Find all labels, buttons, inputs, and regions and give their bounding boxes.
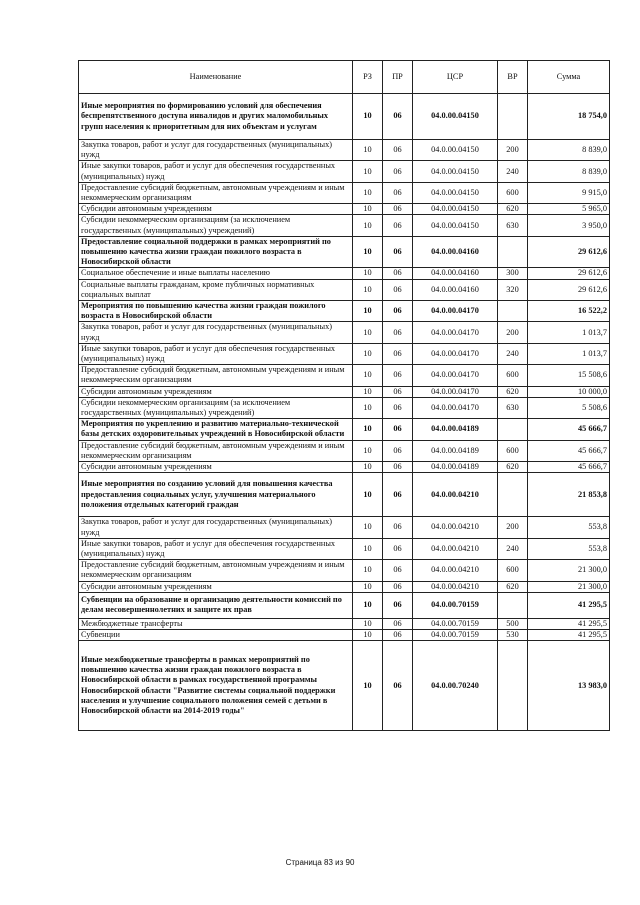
- cell-vr: 500: [498, 618, 528, 629]
- cell-name: Иные закупки товаров, работ и услуг для обеспечения государственных (муниципальных) нужд: [79, 161, 353, 182]
- cell-rz: 10: [353, 462, 383, 473]
- cell-csr: 04.0.00.04210: [413, 581, 498, 592]
- cell-sum: 41 295,5: [528, 592, 610, 618]
- cell-pr: 06: [383, 419, 413, 440]
- cell-vr: 620: [498, 462, 528, 473]
- cell-name: Закупка товаров, работ и услуг для государственных (муниципальных) нужд: [79, 140, 353, 161]
- cell-rz: 10: [353, 386, 383, 397]
- header-pr: ПР: [383, 61, 413, 94]
- cell-rz: 10: [353, 440, 383, 461]
- cell-pr: 06: [383, 386, 413, 397]
- cell-sum: 13 983,0: [528, 641, 610, 731]
- cell-sum: 21 300,0: [528, 581, 610, 592]
- cell-name: Субсидии автономным учреждениям: [79, 581, 353, 592]
- cell-vr: 600: [498, 560, 528, 581]
- cell-sum: 45 666,7: [528, 419, 610, 440]
- cell-sum: 5 508,6: [528, 397, 610, 418]
- cell-vr: 620: [498, 581, 528, 592]
- header-vr: ВР: [498, 61, 528, 94]
- cell-sum: 10 000,0: [528, 386, 610, 397]
- cell-pr: 06: [383, 268, 413, 279]
- cell-name: Социальные выплаты гражданам, кроме публичных нормативных социальных выплат: [79, 279, 353, 300]
- cell-pr: 06: [383, 618, 413, 629]
- cell-vr: 620: [498, 204, 528, 215]
- cell-rz: 10: [353, 140, 383, 161]
- table-row: [79, 182, 610, 203]
- header-csr: ЦСР: [413, 61, 498, 94]
- cell-vr: 600: [498, 440, 528, 461]
- table-row: [79, 462, 610, 473]
- cell-rz: 10: [353, 419, 383, 440]
- cell-vr: [498, 236, 528, 268]
- cell-vr: 630: [498, 397, 528, 418]
- cell-csr: 04.0.00.70159: [413, 618, 498, 629]
- cell-csr: 04.0.00.70159: [413, 629, 498, 640]
- table-section-row: [79, 236, 610, 268]
- cell-name: Иные мероприятия по созданию условий для повышения качества предоставления социальных услуг, улучшения материального положения отдельных категорий граждан: [79, 473, 353, 517]
- cell-rz: 10: [353, 365, 383, 386]
- budget-table: [78, 60, 610, 731]
- cell-name: Иные межбюджетные трансферты в рамках мероприятий по повышению качества жизни граждан пожилого возраста в Новосибирской области в рамках государственной программы Новосибирской области "Развитие системы социальной поддержки населения и улучшение социального положения семей с детьми в Новосибирской области на 2014-2019 годы": [79, 641, 353, 731]
- cell-csr: 04.0.00.04160: [413, 236, 498, 268]
- cell-name: Иные мероприятия по формированию условий для обеспечения беспрепятственного доступа инвалидов и других маломобильных групп населения к приоритетным для них объектам и услугам: [79, 94, 353, 140]
- cell-sum: 41 295,5: [528, 618, 610, 629]
- cell-vr: 240: [498, 343, 528, 364]
- cell-pr: 06: [383, 161, 413, 182]
- cell-pr: 06: [383, 538, 413, 559]
- cell-sum: 16 522,2: [528, 301, 610, 322]
- cell-rz: 10: [353, 279, 383, 300]
- cell-name: Субвенции на образование и организацию деятельности комиссий по делам несовершеннолетних и защите их прав: [79, 592, 353, 618]
- cell-csr: 04.0.00.04170: [413, 322, 498, 343]
- cell-vr: 630: [498, 215, 528, 236]
- cell-csr: 04.0.00.04150: [413, 94, 498, 140]
- cell-sum: 1 013,7: [528, 343, 610, 364]
- cell-csr: 04.0.00.04189: [413, 440, 498, 461]
- cell-csr: 04.0.00.04210: [413, 473, 498, 517]
- cell-pr: 06: [383, 94, 413, 140]
- cell-pr: 06: [383, 462, 413, 473]
- cell-pr: 06: [383, 279, 413, 300]
- cell-sum: 553,8: [528, 517, 610, 538]
- cell-name: Предоставление субсидий бюджетным, автономным учреждениям и иным некоммерческим организациям: [79, 440, 353, 461]
- cell-vr: 300: [498, 268, 528, 279]
- cell-csr: 04.0.00.04170: [413, 301, 498, 322]
- cell-vr: [498, 301, 528, 322]
- cell-name: Социальное обеспечение и иные выплаты населению: [79, 268, 353, 279]
- cell-sum: 29 612,6: [528, 279, 610, 300]
- table-section-row: [79, 94, 610, 140]
- cell-pr: 06: [383, 301, 413, 322]
- cell-pr: 06: [383, 517, 413, 538]
- cell-sum: 553,8: [528, 538, 610, 559]
- cell-rz: 10: [353, 268, 383, 279]
- cell-vr: [498, 641, 528, 731]
- table-row: [79, 560, 610, 581]
- cell-name: Субсидии некоммерческим организациям (за исключением государственных (муниципальных) учреждений): [79, 215, 353, 236]
- cell-vr: 200: [498, 322, 528, 343]
- cell-csr: 04.0.00.04160: [413, 279, 498, 300]
- cell-pr: 06: [383, 473, 413, 517]
- cell-pr: 06: [383, 140, 413, 161]
- table-row: [79, 279, 610, 300]
- header-sum: Сумма: [528, 61, 610, 94]
- page-number: Страница 83 из 90: [285, 858, 355, 867]
- cell-sum: 15 508,6: [528, 365, 610, 386]
- table-row: [79, 397, 610, 418]
- table-row: [79, 215, 610, 236]
- cell-vr: [498, 473, 528, 517]
- cell-sum: 45 666,7: [528, 462, 610, 473]
- cell-rz: 10: [353, 517, 383, 538]
- table-body: [79, 94, 610, 731]
- table-row: [79, 629, 610, 640]
- cell-pr: 06: [383, 215, 413, 236]
- cell-vr: 240: [498, 161, 528, 182]
- table-row: [79, 343, 610, 364]
- cell-sum: 41 295,5: [528, 629, 610, 640]
- cell-vr: 320: [498, 279, 528, 300]
- table-row: [79, 538, 610, 559]
- cell-vr: 620: [498, 386, 528, 397]
- table-row: [79, 517, 610, 538]
- cell-rz: 10: [353, 182, 383, 203]
- cell-csr: 04.0.00.04210: [413, 517, 498, 538]
- cell-pr: 06: [383, 365, 413, 386]
- cell-rz: 10: [353, 618, 383, 629]
- cell-csr: 04.0.00.04210: [413, 560, 498, 581]
- cell-rz: 10: [353, 236, 383, 268]
- cell-rz: 10: [353, 204, 383, 215]
- cell-csr: 04.0.00.04150: [413, 215, 498, 236]
- cell-name: Субвенции: [79, 629, 353, 640]
- cell-rz: 10: [353, 343, 383, 364]
- cell-vr: 600: [498, 365, 528, 386]
- cell-csr: 04.0.00.04210: [413, 538, 498, 559]
- table-row: [79, 140, 610, 161]
- cell-pr: 06: [383, 560, 413, 581]
- cell-csr: 04.0.00.04170: [413, 386, 498, 397]
- cell-vr: 240: [498, 538, 528, 559]
- table-row: [79, 440, 610, 461]
- cell-csr: 04.0.00.70159: [413, 592, 498, 618]
- cell-name: Предоставление социальной поддержки в рамках мероприятий по повышению качества жизни граждан пожилого возраста в Новосибирской области: [79, 236, 353, 268]
- cell-vr: [498, 592, 528, 618]
- cell-name: Субсидии некоммерческим организациям (за исключением государственных (муниципальных) учреждений): [79, 397, 353, 418]
- cell-csr: 04.0.00.04189: [413, 419, 498, 440]
- cell-sum: 29 612,6: [528, 236, 610, 268]
- cell-pr: 06: [383, 322, 413, 343]
- cell-name: Мероприятия по повышению качества жизни граждан пожилого возраста в Новосибирской области: [79, 301, 353, 322]
- cell-csr: 04.0.00.70240: [413, 641, 498, 731]
- cell-csr: 04.0.00.04150: [413, 161, 498, 182]
- cell-name: Закупка товаров, работ и услуг для государственных (муниципальных) нужд: [79, 322, 353, 343]
- cell-name: Предоставление субсидий бюджетным, автономным учреждениям и иным некоммерческим организациям: [79, 560, 353, 581]
- cell-sum: 21 853,8: [528, 473, 610, 517]
- cell-rz: 10: [353, 322, 383, 343]
- cell-sum: 5 965,0: [528, 204, 610, 215]
- cell-csr: 04.0.00.04170: [413, 397, 498, 418]
- cell-name: Субсидии автономным учреждениям: [79, 462, 353, 473]
- cell-sum: 18 754,0: [528, 94, 610, 140]
- cell-pr: 06: [383, 397, 413, 418]
- cell-name: Предоставление субсидий бюджетным, автономным учреждениям и иным некоммерческим организациям: [79, 365, 353, 386]
- cell-sum: 45 666,7: [528, 440, 610, 461]
- cell-name: Субсидии автономным учреждениям: [79, 386, 353, 397]
- cell-rz: 10: [353, 592, 383, 618]
- cell-pr: 06: [383, 641, 413, 731]
- table-row: [79, 322, 610, 343]
- cell-name: Субсидии автономным учреждениям: [79, 204, 353, 215]
- cell-csr: 04.0.00.04160: [413, 268, 498, 279]
- cell-name: Межбюджетные трансферты: [79, 618, 353, 629]
- table-section-row: [79, 301, 610, 322]
- cell-pr: 06: [383, 592, 413, 618]
- cell-sum: 8 839,0: [528, 161, 610, 182]
- cell-rz: 10: [353, 641, 383, 731]
- cell-sum: 8 839,0: [528, 140, 610, 161]
- cell-vr: [498, 419, 528, 440]
- table-section-row: [79, 592, 610, 618]
- cell-name: Мероприятия по укреплению и развитию материально-технической базы детских оздоровительных учреждений в Новосибирской области: [79, 419, 353, 440]
- cell-vr: 600: [498, 182, 528, 203]
- cell-csr: 04.0.00.04150: [413, 182, 498, 203]
- cell-pr: 06: [383, 204, 413, 215]
- cell-sum: 9 915,0: [528, 182, 610, 203]
- cell-name: Иные закупки товаров, работ и услуг для обеспечения государственных (муниципальных) нужд: [79, 538, 353, 559]
- cell-rz: 10: [353, 473, 383, 517]
- table-row: [79, 204, 610, 215]
- cell-rz: 10: [353, 301, 383, 322]
- table-section-row: [79, 419, 610, 440]
- cell-rz: 10: [353, 629, 383, 640]
- table-row: [79, 365, 610, 386]
- header-name: Наименование: [79, 61, 353, 94]
- cell-name: Предоставление субсидий бюджетным, автономным учреждениям и иным некоммерческим организациям: [79, 182, 353, 203]
- cell-pr: 06: [383, 343, 413, 364]
- cell-vr: 530: [498, 629, 528, 640]
- cell-sum: 21 300,0: [528, 560, 610, 581]
- cell-rz: 10: [353, 581, 383, 592]
- cell-rz: 10: [353, 397, 383, 418]
- table-row: [79, 268, 610, 279]
- cell-csr: 04.0.00.04189: [413, 462, 498, 473]
- table-row: [79, 618, 610, 629]
- cell-pr: 06: [383, 581, 413, 592]
- cell-vr: [498, 94, 528, 140]
- cell-csr: 04.0.00.04150: [413, 204, 498, 215]
- cell-csr: 04.0.00.04170: [413, 343, 498, 364]
- table-row: [79, 581, 610, 592]
- cell-pr: 06: [383, 236, 413, 268]
- cell-vr: 200: [498, 140, 528, 161]
- cell-name: Закупка товаров, работ и услуг для государственных (муниципальных) нужд: [79, 517, 353, 538]
- cell-rz: 10: [353, 538, 383, 559]
- cell-rz: 10: [353, 215, 383, 236]
- cell-vr: 200: [498, 517, 528, 538]
- table-section-row: [79, 473, 610, 517]
- table-section-row: [79, 641, 610, 731]
- cell-rz: 10: [353, 560, 383, 581]
- table-header-row: [79, 61, 610, 94]
- cell-pr: 06: [383, 182, 413, 203]
- cell-csr: 04.0.00.04170: [413, 365, 498, 386]
- cell-rz: 10: [353, 94, 383, 140]
- cell-sum: 1 013,7: [528, 322, 610, 343]
- cell-name: Иные закупки товаров, работ и услуг для обеспечения государственных (муниципальных) нужд: [79, 343, 353, 364]
- table-row: [79, 386, 610, 397]
- cell-sum: 3 950,0: [528, 215, 610, 236]
- cell-csr: 04.0.00.04150: [413, 140, 498, 161]
- cell-rz: 10: [353, 161, 383, 182]
- header-rz: РЗ: [353, 61, 383, 94]
- cell-pr: 06: [383, 440, 413, 461]
- cell-sum: 29 612,6: [528, 268, 610, 279]
- cell-pr: 06: [383, 629, 413, 640]
- table-row: [79, 161, 610, 182]
